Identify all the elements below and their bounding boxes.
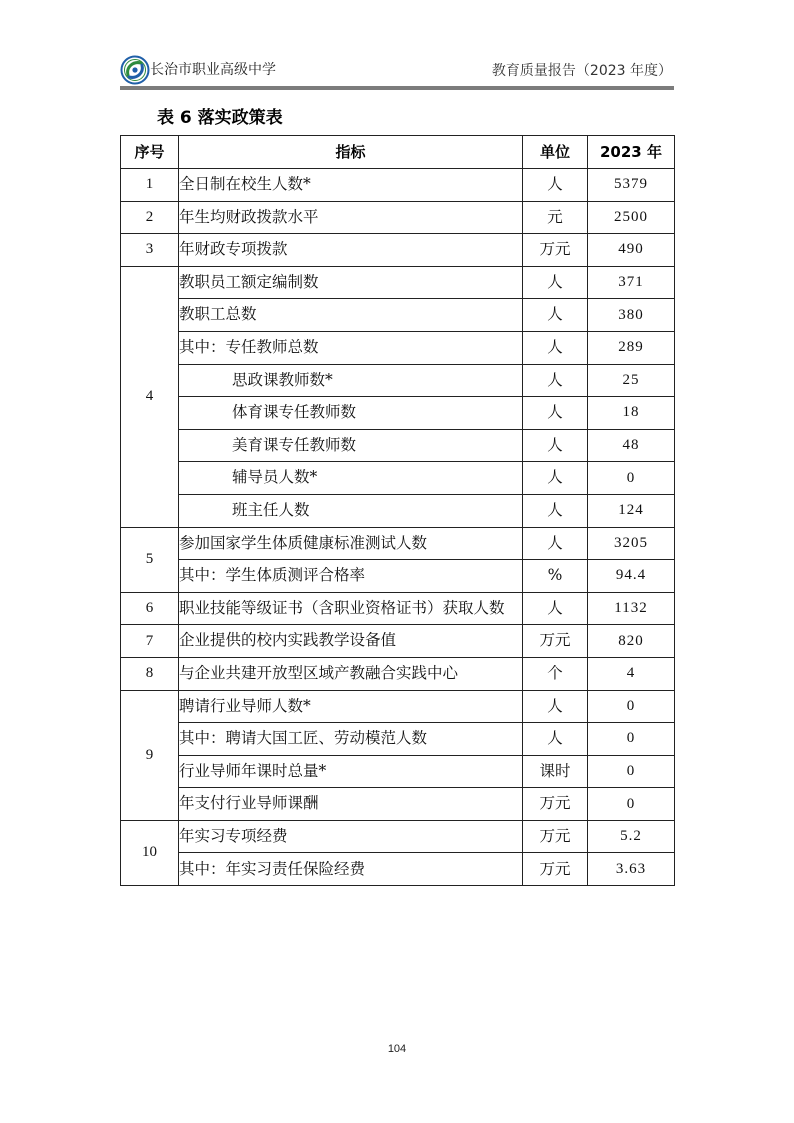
unit-cell: 万元 xyxy=(523,788,588,821)
value-cell: 0 xyxy=(588,462,675,495)
value-cell: 820 xyxy=(588,625,675,658)
table-caption: 表 6 落实政策表 xyxy=(157,108,283,128)
row-number-cell: 8 xyxy=(121,657,179,690)
table-row xyxy=(121,657,675,690)
unit-cell: 万元 xyxy=(523,820,588,853)
value-cell: 380 xyxy=(588,299,675,332)
table-row xyxy=(121,364,675,397)
table-row xyxy=(121,755,675,788)
school-emblem-icon xyxy=(120,55,150,85)
unit-cell: % xyxy=(523,560,588,593)
table-row xyxy=(121,592,675,625)
table-row xyxy=(121,690,675,723)
row-number-cell: 1 xyxy=(121,169,179,202)
value-cell: 490 xyxy=(588,234,675,267)
table-row xyxy=(121,331,675,364)
table-row xyxy=(121,788,675,821)
school-name: 长治市职业高级中学 xyxy=(150,62,276,78)
table-row xyxy=(121,527,675,560)
value-cell: 0 xyxy=(588,755,675,788)
policy-table xyxy=(120,135,675,886)
unit-cell: 元 xyxy=(523,201,588,234)
indicator-cell: 年支付行业导师课酬 xyxy=(179,788,523,821)
indicator-cell: 教职工总数 xyxy=(179,299,523,332)
table-row xyxy=(121,723,675,756)
table-row xyxy=(121,397,675,430)
table-row xyxy=(121,625,675,658)
unit-cell: 人 xyxy=(523,690,588,723)
unit-cell: 人 xyxy=(523,462,588,495)
unit-cell: 人 xyxy=(523,299,588,332)
column-header-year: 2023 年 xyxy=(588,136,675,169)
indicator-cell: 其中：学生体质测评合格率 xyxy=(179,560,523,593)
indicator-cell: 其中：专任教师总数 xyxy=(179,331,523,364)
row-number-cell: 10 xyxy=(121,820,179,885)
value-cell: 1132 xyxy=(588,592,675,625)
unit-cell: 人 xyxy=(523,592,588,625)
table-row xyxy=(121,234,675,267)
value-cell: 18 xyxy=(588,397,675,430)
indicator-cell: 美育课专任教师数 xyxy=(179,429,523,462)
unit-cell: 万元 xyxy=(523,625,588,658)
indicator-cell: 聘请行业导师人数* xyxy=(179,690,523,723)
value-cell: 5379 xyxy=(588,169,675,202)
page-header xyxy=(120,54,674,86)
table-row xyxy=(121,820,675,853)
indicator-cell: 思政课教师数* xyxy=(179,364,523,397)
value-cell: 3.63 xyxy=(588,853,675,886)
unit-cell: 人 xyxy=(523,397,588,430)
row-number-cell: 2 xyxy=(121,201,179,234)
unit-cell: 人 xyxy=(523,429,588,462)
unit-cell: 人 xyxy=(523,169,588,202)
indicator-cell: 参加国家学生体质健康标准测试人数 xyxy=(179,527,523,560)
column-header-unit: 单位 xyxy=(523,136,588,169)
unit-cell: 个 xyxy=(523,657,588,690)
unit-cell: 人 xyxy=(523,331,588,364)
value-cell: 4 xyxy=(588,657,675,690)
indicator-cell: 行业导师年课时总量* xyxy=(179,755,523,788)
indicator-cell: 班主任人数 xyxy=(179,494,523,527)
table-row xyxy=(121,201,675,234)
report-title: 教育质量报告（2023 年度） xyxy=(491,63,672,79)
value-cell: 0 xyxy=(588,723,675,756)
table-row xyxy=(121,560,675,593)
value-cell: 289 xyxy=(588,331,675,364)
indicator-cell: 年财政专项拨款 xyxy=(179,234,523,267)
table-row xyxy=(121,266,675,299)
unit-cell: 万元 xyxy=(523,234,588,267)
indicator-cell: 年生均财政拨款水平 xyxy=(179,201,523,234)
table-row xyxy=(121,462,675,495)
row-number-cell: 4 xyxy=(121,266,179,527)
value-cell: 25 xyxy=(588,364,675,397)
indicator-cell: 其中：聘请大国工匠、劳动模范人数 xyxy=(179,723,523,756)
unit-cell: 人 xyxy=(523,266,588,299)
row-number-cell: 7 xyxy=(121,625,179,658)
row-number-cell: 5 xyxy=(121,527,179,592)
table-row xyxy=(121,169,675,202)
table-row xyxy=(121,429,675,462)
row-number-cell: 3 xyxy=(121,234,179,267)
value-cell: 0 xyxy=(588,690,675,723)
page-number: 104 xyxy=(387,1043,407,1055)
table-row xyxy=(121,853,675,886)
column-header-number: 序号 xyxy=(121,136,179,169)
indicator-cell: 体育课专任教师数 xyxy=(179,397,523,430)
indicator-cell: 辅导员人数* xyxy=(179,462,523,495)
value-cell: 94.4 xyxy=(588,560,675,593)
unit-cell: 课时 xyxy=(523,755,588,788)
value-cell: 0 xyxy=(588,788,675,821)
value-cell: 2500 xyxy=(588,201,675,234)
value-cell: 124 xyxy=(588,494,675,527)
value-cell: 3205 xyxy=(588,527,675,560)
indicator-cell: 教职员工额定编制数 xyxy=(179,266,523,299)
table-row xyxy=(121,494,675,527)
indicator-cell: 其中：年实习责任保险经费 xyxy=(179,853,523,886)
header-divider xyxy=(120,86,674,90)
value-cell: 48 xyxy=(588,429,675,462)
unit-cell: 人 xyxy=(523,494,588,527)
indicator-cell: 年实习专项经费 xyxy=(179,820,523,853)
value-cell: 5.2 xyxy=(588,820,675,853)
indicator-cell: 全日制在校生人数* xyxy=(179,169,523,202)
unit-cell: 万元 xyxy=(523,853,588,886)
unit-cell: 人 xyxy=(523,527,588,560)
unit-cell: 人 xyxy=(523,723,588,756)
unit-cell: 人 xyxy=(523,364,588,397)
column-header-indicator: 指标 xyxy=(179,136,523,169)
indicator-cell: 与企业共建开放型区域产教融合实践中心 xyxy=(179,657,523,690)
indicator-cell: 职业技能等级证书（含职业资格证书）获取人数 xyxy=(179,592,523,625)
row-number-cell: 6 xyxy=(121,592,179,625)
value-cell: 371 xyxy=(588,266,675,299)
row-number-cell: 9 xyxy=(121,690,179,820)
table-header-row xyxy=(121,136,675,169)
table-row xyxy=(121,299,675,332)
indicator-cell: 企业提供的校内实践教学设备值 xyxy=(179,625,523,658)
